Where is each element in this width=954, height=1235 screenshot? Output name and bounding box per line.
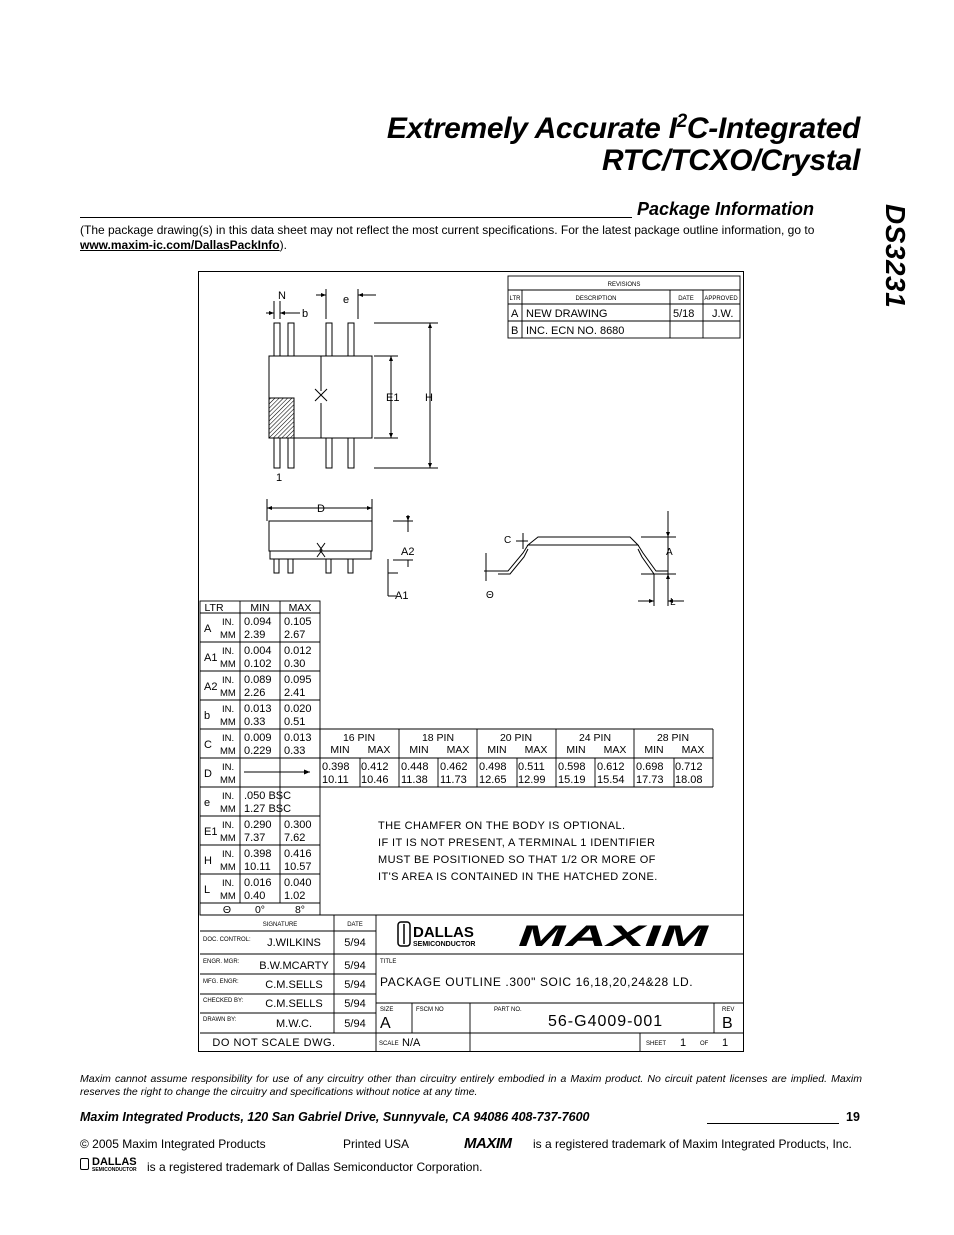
dim-min-mm: 0.33: [244, 716, 266, 728]
tb-date: 5/94: [344, 1018, 366, 1030]
dim-unit-mm: MM: [220, 659, 236, 670]
dim-min-mm: 10.11: [244, 861, 271, 873]
pin-value-mm: 15.54: [597, 774, 625, 786]
dim-ltr: H: [204, 855, 212, 867]
dim-ltr: C: [204, 739, 212, 751]
dim-min-in: 0.016: [244, 877, 272, 889]
dim-unit-in: IN.: [222, 675, 235, 686]
tb-sig-header: SIGNATURE: [262, 922, 298, 928]
maxim-footer-logo: MAXIM: [464, 1135, 512, 1152]
pin-value-mm: 10.11: [322, 774, 349, 786]
theta-min: 0°: [254, 904, 266, 916]
dim-unit-in: IN.: [222, 704, 235, 715]
dim-max-mm: 0.51: [284, 716, 306, 728]
rev-header: DESCRIPTION: [575, 296, 617, 302]
pin-sub-min: MIN: [487, 744, 507, 756]
dim-max-in: 0.105: [284, 616, 312, 628]
side-part-number: DS3231: [880, 204, 911, 309]
tb-sheet-value: 1: [680, 1037, 687, 1049]
dim-header: LTR: [204, 602, 224, 614]
tb-size-label: SIZE: [380, 1007, 394, 1013]
dim-unit-mm: MM: [220, 775, 236, 786]
pin-header: 16 PIN: [342, 732, 376, 744]
dim-unit-in: IN.: [222, 791, 235, 802]
pin-sub-max: MAX: [367, 744, 391, 756]
dim-unit-mm: MM: [220, 833, 236, 844]
tb-of-value: 1: [722, 1037, 729, 1049]
pin-header: 24 PIN: [578, 732, 612, 744]
tb-name: C.M.SELLS: [265, 998, 323, 1010]
dim-ltr: D: [204, 768, 212, 780]
disclaimer: Maxim cannot assume responsibility for use of any circuitry other than circuitry entirely embodied in a Maxim product. No circuit patent licenses are implied. Maxim reserves the right to change the circuitry and specifications without notice at any time.: [80, 1073, 862, 1098]
tb-role: ENGR. MGR:: [203, 959, 240, 965]
dim-header: MIN: [250, 602, 270, 614]
section-title: Package Information: [637, 199, 815, 219]
revisions-title: REVISIONS: [607, 282, 641, 288]
label-e1: E1: [386, 392, 400, 404]
dim-ltr: b: [204, 710, 211, 722]
dim-ltr: L: [204, 884, 211, 896]
pin-value-in: 0.412: [361, 761, 389, 773]
dim-unit-mm: MM: [220, 862, 236, 873]
dim-min-mm: 0.40: [244, 890, 266, 902]
dim-min-in: 0.290: [244, 819, 272, 831]
note-line: IF IT IS NOT PRESENT, A TERMINAL 1 IDENTIFIER: [378, 837, 656, 849]
note-line: THE CHAMFER ON THE BODY IS OPTIONAL.: [378, 820, 626, 832]
dim-min-in: 0.004: [244, 645, 272, 657]
dim-max-in: 0.300: [284, 819, 312, 831]
tb-name: M.W.C.: [275, 1018, 313, 1030]
label-e: e: [343, 294, 350, 306]
tb-title-label: TITLE: [380, 959, 397, 965]
rev-cell: A: [511, 308, 519, 320]
pin-value-mm: 12.99: [518, 774, 546, 786]
dim-unit-in: IN.: [222, 646, 235, 657]
end-view: [484, 511, 684, 606]
dim-unit-mm: MM: [220, 630, 236, 641]
note-line: MUST BE POSITIONED SO THAT 1/2 OR MORE OF: [378, 854, 656, 866]
dim-unit-mm: MM: [220, 717, 236, 728]
dim-max-mm: 0.30: [284, 658, 306, 670]
label-h: H: [425, 392, 433, 404]
dim-unit-in: IN.: [222, 820, 235, 831]
package-info-link[interactable]: www.maxim-ic.com/DallasPackInfo: [80, 238, 280, 252]
dimension-header: [204, 602, 311, 614]
copyright: © 2005 Maxim Integrated Products: [80, 1137, 266, 1151]
dim-min-mm: 1.27 BSC: [244, 803, 292, 815]
rev-header: DATE: [678, 296, 694, 302]
dim-unit-in: IN.: [222, 617, 235, 628]
pin-value-in: 0.398: [322, 761, 350, 773]
tb-rev-label: REV: [722, 1007, 735, 1013]
tb-date: 5/94: [344, 960, 366, 972]
page-title: Extremely Accurate $I^2C$-Integrated RTC/TCXO/Crystal: [386, 111, 860, 177]
dim-unit-in: IN.: [222, 733, 235, 744]
top-view: [266, 289, 438, 468]
label-b: b: [302, 308, 309, 320]
label-a: A: [666, 547, 673, 558]
dim-max-mm: 7.62: [284, 832, 306, 844]
dim-min-in: 0.398: [244, 848, 272, 860]
dim-max-in: 0.013: [284, 732, 312, 744]
tb-of-label: OF: [700, 1041, 709, 1047]
package-drawing: [198, 271, 744, 1052]
dim-ltr: A: [204, 623, 212, 635]
pin-value-mm: 11.38: [401, 774, 428, 786]
pin-sub-max: MAX: [603, 744, 627, 756]
dim-unit-mm: MM: [220, 891, 236, 902]
dim-max-in: 0.095: [284, 674, 312, 686]
pin-value-mm: 11.73: [440, 774, 467, 786]
pin-sub-min: MIN: [644, 744, 664, 756]
dim-min-mm: 0.102: [244, 658, 272, 670]
pin-sub-max: MAX: [524, 744, 548, 756]
tb-role: CHECKED BY:: [203, 998, 244, 1004]
dim-max-mm: 2.41: [284, 687, 306, 699]
tb-part-label: PART NO.: [494, 1007, 522, 1013]
dim-min-in: .050 BSC: [244, 790, 292, 802]
label-pin1: 1: [276, 472, 283, 484]
pin-sub-min: MIN: [409, 744, 429, 756]
pin-sub-max: MAX: [446, 744, 470, 756]
label-theta: Θ: [486, 590, 494, 601]
pin-header: 20 PIN: [499, 732, 533, 744]
tb-role: MFG. ENGR:: [203, 979, 239, 985]
dim-min-mm: 2.39: [244, 629, 266, 641]
rev-cell: B: [511, 325, 519, 337]
tb-sheet-label: SHEET: [646, 1041, 667, 1047]
theta-max: 8°: [294, 904, 306, 916]
dim-max-in: 0.012: [284, 645, 312, 657]
note-line: IT'S AREA IS CONTAINED IN THE HATCHED ZONE.: [378, 871, 658, 883]
tb-title-value: PACKAGE OUTLINE .300" SOIC 16,18,20,24&28 LD.: [380, 975, 694, 989]
dim-min-mm: 0.229: [244, 745, 272, 757]
dim-min-in: 0.089: [244, 674, 272, 686]
dim-max-in: 0.020: [284, 703, 312, 715]
pin-sub-min: MIN: [566, 744, 586, 756]
tb-do-not-scale: DO NOT SCALE DWG.: [212, 1037, 336, 1049]
tb-role: DOC. CONTROL:: [203, 937, 251, 943]
dim-min-mm: 7.37: [244, 832, 266, 844]
pin-sub-min: MIN: [330, 744, 350, 756]
label-a2: A2: [401, 546, 415, 558]
dim-max-in: 0.040: [284, 877, 312, 889]
intro-paragraph: (The package drawing(s) in this data sheet may not reflect the most current specifications. For the latest package outline information, go to www.maxim-ic.com/DallasPackInfo).: [80, 223, 815, 252]
pin-header: 18 PIN: [421, 732, 455, 744]
label-a1: A1: [395, 590, 409, 602]
tb-scale-label: SCALE: [379, 1041, 399, 1047]
side-view: [267, 499, 413, 596]
tb-date-header: DATE: [347, 922, 363, 928]
dim-min-in: 0.094: [244, 616, 272, 628]
dim-header: MAX: [288, 602, 312, 614]
tb-name: B.W.MCARTY: [259, 960, 329, 972]
tb-date: 5/94: [344, 937, 366, 949]
tb-part-value: 56-G4009-001: [548, 1013, 664, 1030]
dim-min-in: 0.013: [244, 703, 272, 715]
rev-cell: INC. ECN NO. 8680: [526, 325, 625, 337]
pin-value-mm: 12.65: [479, 774, 507, 786]
dim-unit-in: IN.: [222, 849, 235, 860]
section-rule: [80, 217, 632, 218]
tb-name: J.WILKINS: [267, 937, 321, 949]
pin-value-in: 0.698: [636, 761, 664, 773]
dim-max-mm: 10.57: [284, 861, 312, 873]
maxim-trademark: is a registered trademark of Maxim Integrated Products, Inc.: [533, 1137, 852, 1151]
pin-header: 28 PIN: [656, 732, 690, 744]
pin-value-in: 0.598: [558, 761, 586, 773]
pin-value-in: 0.612: [597, 761, 625, 773]
pin-value-mm: 10.46: [361, 774, 389, 786]
dim-min-mm: 2.26: [244, 687, 266, 699]
tb-fscm-label: FSCM NO: [416, 1007, 444, 1013]
label-n: N: [278, 290, 286, 302]
dim-ltr: A1: [204, 652, 218, 664]
dim-unit-in: IN.: [222, 762, 235, 773]
dim-min-in: 0.009: [244, 732, 272, 744]
dimension-table: [200, 601, 744, 915]
theta-ltr: Θ: [222, 904, 232, 916]
dim-unit-mm: MM: [220, 688, 236, 699]
label-d: D: [317, 503, 325, 515]
printed-usa: Printed USA: [343, 1137, 410, 1151]
tb-scale-value: N/A: [402, 1037, 421, 1049]
rev-header: APPROVED: [704, 296, 738, 302]
pin-value-mm: 17.73: [636, 774, 664, 786]
tb-date: 5/94: [344, 979, 366, 991]
tb-date: 5/94: [344, 998, 366, 1010]
dim-unit-mm: MM: [220, 746, 236, 757]
dim-max-mm: 0.33: [284, 745, 306, 757]
rev-cell: J.W.: [712, 308, 734, 320]
dallas-wordmark: DALLAS: [413, 924, 474, 941]
company-address: Maxim Integrated Products, 120 San Gabriel Drive, Sunnyvale, CA 94086 408-737-7600: [80, 1110, 590, 1124]
pin-value-in: 0.448: [401, 761, 429, 773]
dim-unit-mm: MM: [220, 804, 236, 815]
label-l: L: [670, 597, 676, 608]
dim-max-mm: 1.02: [284, 890, 306, 902]
tb-rev-value: B: [722, 1015, 733, 1032]
tb-role: DRAWN BY:: [203, 1017, 237, 1023]
dim-ltr: A2: [204, 681, 218, 693]
address-rule: [707, 1123, 839, 1124]
tb-name: C.M.SELLS: [265, 979, 323, 991]
dim-unit-in: IN.: [222, 878, 235, 889]
label-c: C: [504, 535, 512, 546]
pin-value-mm: 15.19: [558, 774, 586, 786]
dim-max-in: 0.416: [284, 848, 312, 860]
dim-max-mm: 2.67: [284, 629, 306, 641]
rev-cell: 5/18: [673, 308, 695, 320]
maxim-logo: MAXIM: [518, 920, 710, 953]
pin-value-in: 0.712: [675, 761, 703, 773]
dallas-sub: SEMICONDUCTOR: [413, 941, 476, 948]
dim-ltr: E1: [204, 826, 218, 838]
tb-size-value: A: [380, 1015, 391, 1032]
rev-cell: NEW DRAWING: [526, 308, 608, 320]
rev-header: LTR: [509, 296, 521, 302]
pin-value-in: 0.462: [440, 761, 468, 773]
dallas-trademark: is a registered trademark of Dallas Semiconductor Corporation.: [147, 1160, 483, 1174]
dallas-logo: [398, 922, 475, 948]
pin-value-in: 0.511: [518, 761, 545, 773]
dim-ltr: e: [204, 797, 211, 809]
pin-sub-max: MAX: [681, 744, 705, 756]
page-number: 19: [846, 1110, 860, 1124]
pin-value-in: 0.498: [479, 761, 507, 773]
dallas-footer-logo: DALLAS SEMICONDUCTOR: [80, 1157, 142, 1173]
pin-value-mm: 18.08: [675, 774, 703, 786]
